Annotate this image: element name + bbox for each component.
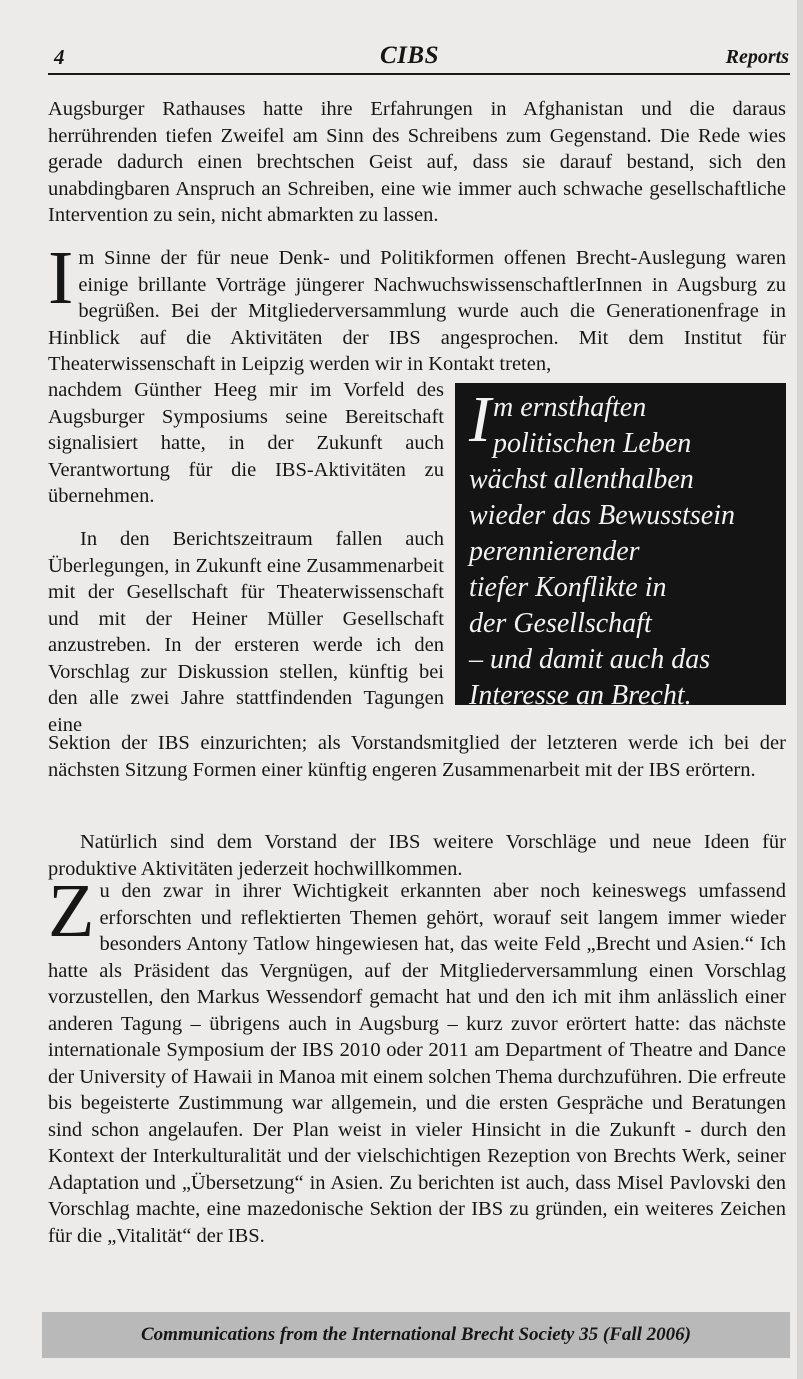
- pull-quote-line: – und damit auch das: [469, 644, 711, 675]
- page-footer: Communications from the International Brecht Society 35 (Fall 2006): [42, 1312, 790, 1358]
- pull-quote-line: tiefer Konflikte in: [469, 572, 667, 603]
- pull-quote-line: wieder das Bewusstsein: [469, 500, 735, 531]
- journal-title: CIBS: [380, 42, 439, 69]
- pull-quote-line: perennierender: [469, 536, 640, 567]
- paragraph-2: [48, 236, 786, 378]
- page-header: [48, 40, 793, 72]
- paragraph-4: Natürlich sind dem Vorstand der IBS weitere Vorschläge und neue Ideen für produktive Aktivitäten jederzeit hochwillkommen.: [48, 831, 786, 880]
- header-rule: [48, 73, 790, 75]
- paragraph-5: [48, 869, 786, 1249]
- page-edge: [797, 0, 803, 1379]
- drop-cap-z: Z: [48, 869, 95, 953]
- paragraph-3: In den Berichtszeitraum fallen auch Überlegungen, in Zukunft eine Zusammenarbeit mit der Gesellschaft für Theaterwissenschaft und mit der Heiner Müller Gesellschaft anzustreben. In der ersteren werde ich den Vorschlag zur Diskussion stellen, künftig bei den alle zwei Jahre stattfindenden Tagungen eine: [48, 528, 444, 736]
- paragraph-1: Augsburger Rathauses hatte ihre Erfahrungen in Afghanistan und die daraus herrührenden tiefen Zweifel am Sinn des Schreibens zum Gegenstand. Die Rede wies gerade dadurch einen brechtschen Geist auf, dass sie darauf bestand, sich den unabdingbaren Anspruch an Schreiben, eine wie immer auch schwache gesellschaftliche Intervention zu sein, nicht abmarkten zu lassen.: [48, 98, 786, 226]
- pull-quote-line: der Gesellschaft: [469, 608, 652, 639]
- paragraph-5-text: u den zwar in ihrer Wichtigkeit erkannten aber noch keineswegs umfassend erforschten und reflektierten Themen gehört, worauf seit langem immer wieder besonders Antony Tatlow hingewiesen hat, das weite Feld „Brecht und Asien.“ Ich hatte als Präsident das Vergnügen, auf der Mitgliederversammlung einen Vorschlag vorzustellen, den Markus Wessendorf gemacht hat und den ich mit ihm anlässlich einer anderen Tagung – übrigens auch in Augsburg – kurz zuvor erörtert hatte: das nächste internationale Symposium der IBS 2010 oder 2011 am Department of Theatre and Dance der University of Hawaii in Manoa mit einem solchen Thema durchzuführen. Die erfreute bis begeisterte Zustimmung war allgemein, und die ersten Gespräche und Beratungen sind schon angelaufen. Der Plan weist in vieler Hinsicht in die Zukunft - durch den Kontext der Interkulturalität und der vielschichtigen Rezeption von Brechts Werk, seiner Adaptation und „Übersetzung“ in Asien. Zu berichten ist auch, dass Misel Pavlovski den Vorschlag machte, eine mazedonische Sektion der IBS zu gründen, ein weiteres Zeichen für die „Vitalität“ der IBS.: [48, 880, 786, 1247]
- paragraph-2-text: m Sinne der für neue Denk- und Politikformen offenen Brecht-Auslegung waren einige brillante Vorträge jüngerer NachwuchswissenschaftlerInnen in Augsburg zu begrüßen. Bei der Mitgliederversammlung wurde auch die Generationenfrage in Hinblick auf die Aktivitäten der IBS angesprochen. Mit dem Institut für Theaterwissenschaft in Leipzig werden wir in Kontakt treten,: [48, 247, 786, 375]
- paragraph-3-continued: Sektion der IBS einzurichten; als Vorstandsmitglied der letzteren werde ich bei der nächsten Sitzung Formen einer künftig engeren Zusammenarbeit mit der IBS erörtern.: [48, 732, 786, 781]
- pull-quote-line: wächst allenthalben: [469, 464, 694, 495]
- pull-quote: [455, 383, 786, 711]
- pull-quote-drop-cap: I: [469, 383, 491, 456]
- pull-quote-line: Interesse an Brecht.: [469, 680, 692, 711]
- drop-cap-i: I: [48, 236, 74, 320]
- paragraph-2-continued: nachdem Günther Heeg mir im Vorfeld des Augsburger Symposiums seine Bereitschaft signalisiert hatte, in der Zukunft auch Verantwortung für die IBS-Aktivitäten zu übernehmen.: [48, 379, 444, 507]
- section-name: Reports: [725, 46, 789, 68]
- pull-quote-line: m ernsthaften: [492, 392, 647, 423]
- page-number: 4: [54, 45, 65, 69]
- pull-quote-line: politischen Leben: [492, 428, 692, 459]
